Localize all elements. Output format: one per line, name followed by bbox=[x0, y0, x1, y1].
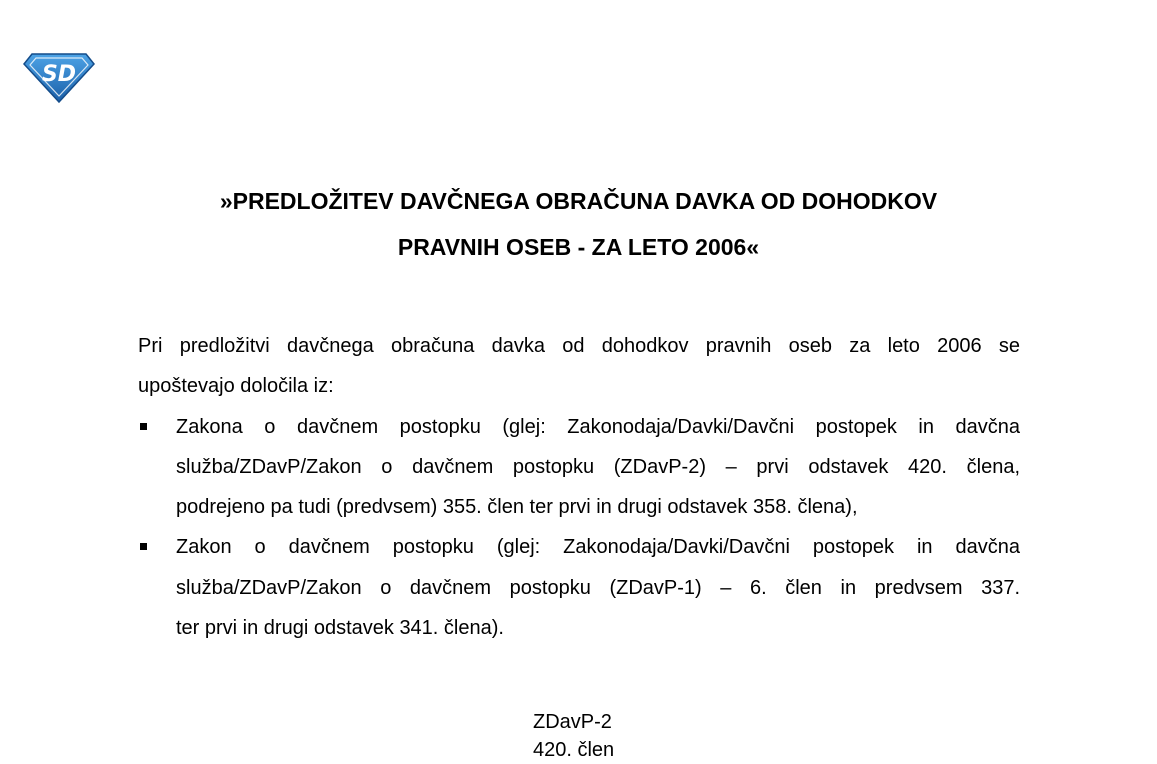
sd-logo bbox=[22, 48, 96, 104]
reference-line: Zakon o davčnem postopku (glej: Zakonodaja/Davki/Davčni postopek in davčna bbox=[176, 536, 1020, 559]
reference-line: podrejeno pa tudi (predvsem) 355. člen ter prvi in drugi odstavek 358. člena), bbox=[176, 496, 858, 519]
reference-line: ter prvi in drugi odstavek 341. člena). bbox=[176, 617, 504, 640]
reference-line: služba/ZDavP/Zakon o davčnem postopku (ZDavP-1) – 6. člen in predvsem 337. bbox=[176, 576, 1020, 599]
footer-reference bbox=[533, 708, 614, 764]
intro-line-1: Pri predložitvi davčnega obračuna davka od dohodkov pravnih oseb za leto 2006 se bbox=[138, 335, 1020, 357]
svg-text:SD: SD bbox=[41, 62, 77, 87]
intro-paragraph bbox=[138, 326, 1020, 407]
bullet-icon bbox=[140, 543, 147, 550]
bullet-icon bbox=[140, 423, 147, 430]
footer-ref-line-2: 420. člen bbox=[533, 739, 615, 761]
intro-line-2: upoštevajo določila iz: bbox=[138, 375, 334, 398]
title-line-1: »PREDLOŽITEV DAVČNEGA OBRAČUNA DAVKA OD DOHODKOV bbox=[219, 188, 938, 214]
list-item bbox=[138, 527, 1020, 648]
sd-logo-icon bbox=[22, 48, 96, 104]
reference-list bbox=[138, 407, 1020, 649]
title-line-2: PRAVNIH OSEB - ZA LETO 2006« bbox=[397, 234, 760, 260]
reference-line: služba/ZDavP/Zakon o davčnem postopku (ZDavP-2) – prvi odstavek 420. člena, bbox=[176, 455, 1020, 478]
document-title bbox=[0, 178, 1157, 270]
reference-line: Zakona o davčnem postopku (glej: Zakonodaja/Davki/Davčni postopek in davčna bbox=[176, 415, 1020, 438]
footer-ref-line-1: ZDavP-2 bbox=[533, 711, 612, 733]
document-body bbox=[138, 326, 1020, 648]
list-item bbox=[138, 407, 1020, 528]
